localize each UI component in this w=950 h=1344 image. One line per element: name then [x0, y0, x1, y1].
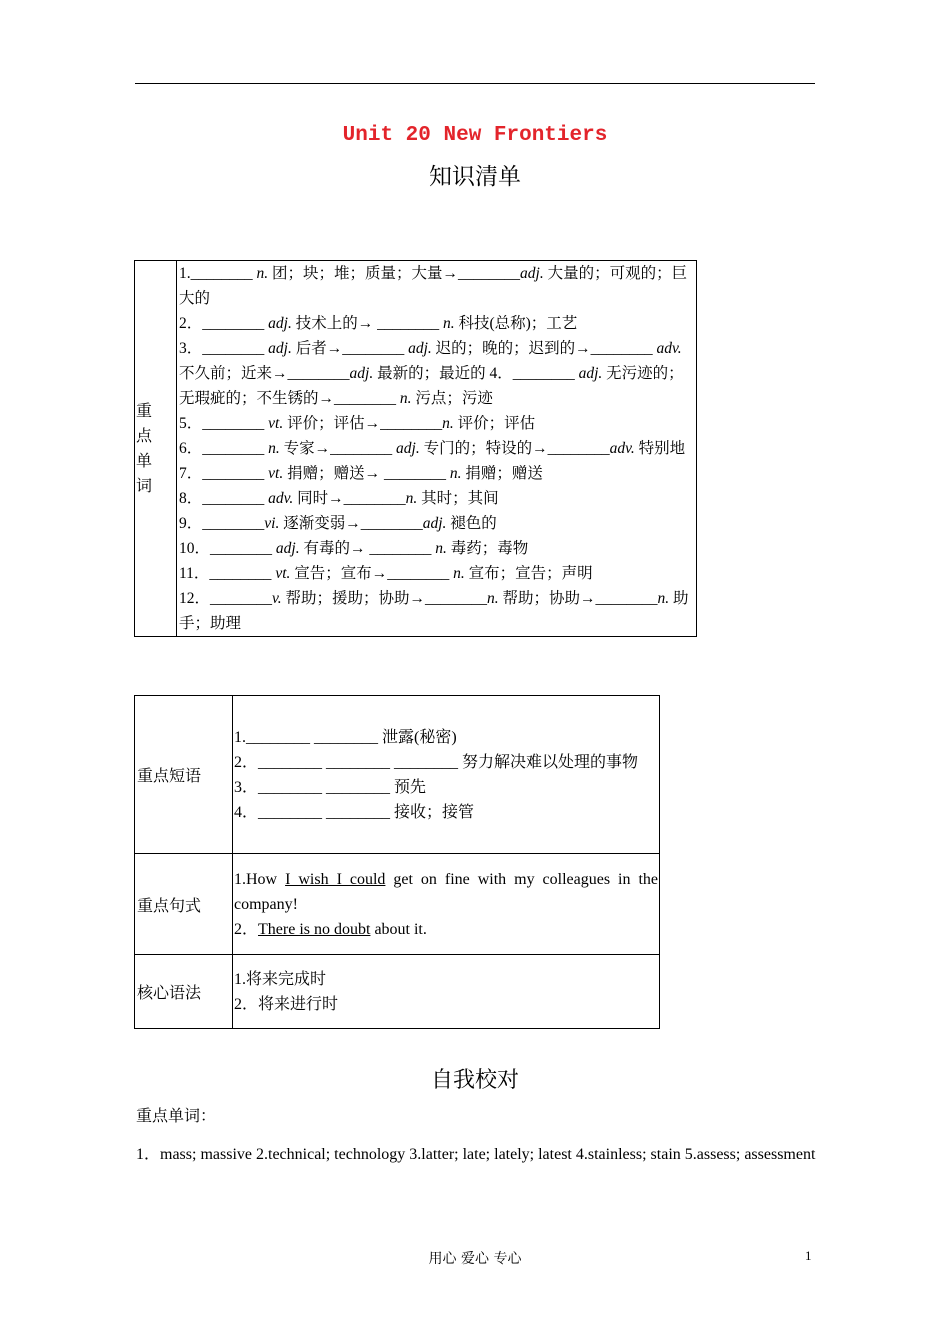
vocab-list: [177, 261, 697, 637]
vocab-item: 2．________ adj. 技术上的→ ________ n. 科技(总称)；工艺: [179, 315, 578, 332]
vocab-item: 8．________ adv. 同时→________n. 其时；其间: [179, 490, 499, 507]
phrase-item: 2．________ ________ ________ 努力解决难以处理的事物: [234, 753, 639, 771]
section-title: 知识清单: [429, 164, 521, 190]
self-check-title: 自我校对: [430, 1068, 519, 1093]
grammar-item: 2．将来进行时: [234, 995, 339, 1013]
vocab-item: 5．________ vt. 评价；评估→________n. 评价；评估: [179, 415, 536, 432]
vocab-item: 10．________ adj. 有毒的→ ________ n. 毒药；毒物: [179, 540, 529, 557]
sentences-list: 1.How I wish I could get on fine with my colleagues in the company! 2．There is no doubt about it.: [233, 854, 660, 955]
page-number: 1: [805, 1248, 812, 1263]
grammar-item: 1.将来完成时: [234, 970, 327, 988]
phrases-list: [233, 696, 660, 854]
phrase-item: 3．________ ________ 预先: [234, 778, 427, 796]
vocab-item: 6．________ n. 专家→________ adj. 专门的；特设的→________adv. 特别地: [179, 440, 686, 457]
vocab-item: 1.________ n. 团；块；堆；质量；大量→________adj. 大量的；可观的；巨大的: [179, 265, 688, 307]
phrase-item: 1.________ ________ 泄露(秘密): [234, 728, 457, 746]
vocab-item: 3．________ adj. 后者→________ adj. 迟的；晚的；迟到的→________ adv. 不久前；近来→________adj. 最新的；最近的 4．________ adj. 无污迹的；无瑕疵的；不生锈的→________ n. 污点；污迹: [179, 340, 684, 407]
answers-label: 重点单词：: [136, 1108, 217, 1125]
grammar-label: 核心语法: [135, 955, 233, 1029]
phrases-label: 重点短语: [135, 696, 233, 854]
vocab-item: 7．________ vt. 捐赠；赠送→ ________ n. 捐赠；赠送: [179, 465, 543, 482]
phrases-table: [134, 695, 660, 1029]
vocab-item: 9．________vi. 逐渐变弱→________adj. 褪色的: [179, 515, 497, 532]
vocab-item: 12．________v. 帮助；援助；协助→________n. 帮助；协助→________n. 助手；助理: [179, 590, 689, 632]
header-rule: [135, 83, 815, 84]
grammar-list: [233, 955, 660, 1029]
sentences-label: 重点句式: [135, 854, 233, 955]
phrase-item: 4．________ ________ 接收；接管: [234, 803, 475, 821]
answers-text: 1．mass; massive 2.technical; technology 3.latter; late; lately; latest 4.stainless; stain 5.assess; assessment: [136, 1146, 816, 1163]
unit-title: Unit 20 New Frontiers: [342, 124, 608, 147]
vocab-item: 11．________ vt. 宣告；宣布→________ n. 宣布；宣告；声明: [179, 565, 593, 582]
vocab-label: 重 点 单 词: [135, 261, 177, 637]
footer-text: 用心 爱心 专心: [428, 1251, 522, 1267]
vocab-table: [134, 260, 697, 637]
